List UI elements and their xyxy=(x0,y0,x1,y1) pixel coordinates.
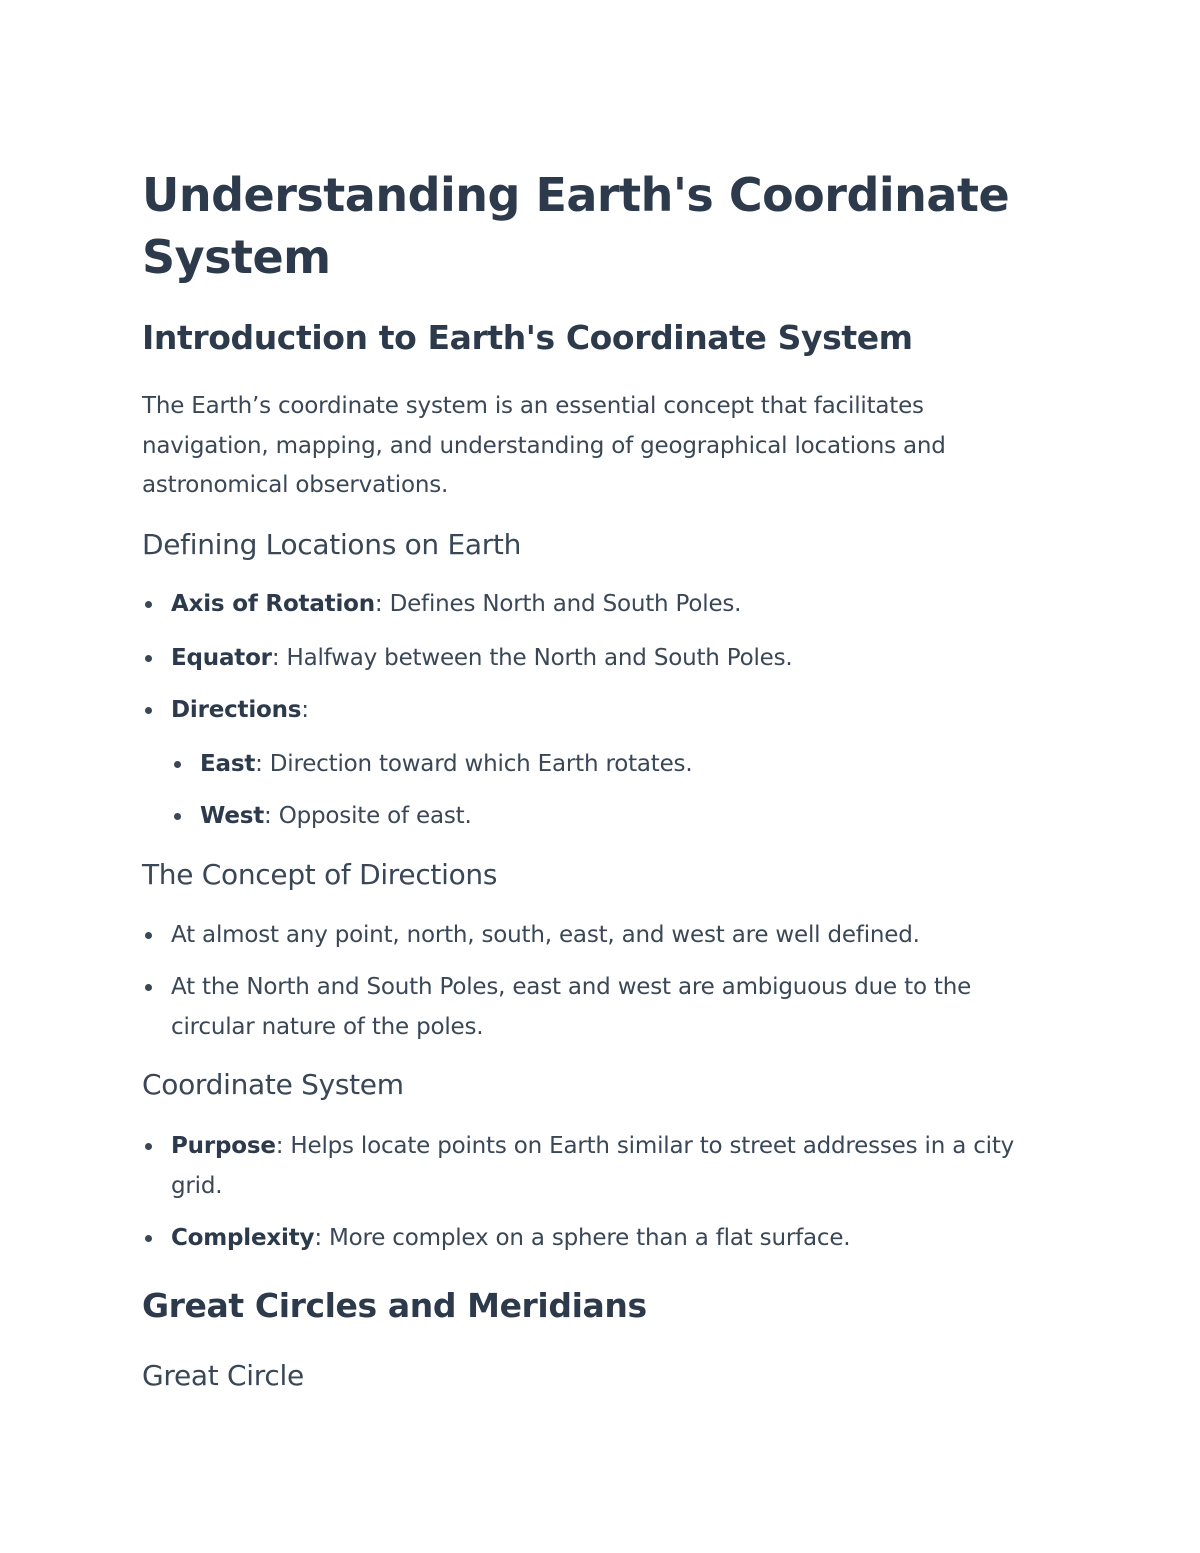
list-item-text: At the North and South Poles, east and west are ambiguous due to the circular nature of the poles. xyxy=(171,974,972,1040)
subheading-coordinate-system: Coordinate System xyxy=(142,1068,404,1101)
list-item-text: At almost any point, north, south, east, and west are well defined. xyxy=(171,922,920,948)
bullet-icon xyxy=(145,932,152,939)
list-item-text: : Opposite of east. xyxy=(264,803,472,829)
list-item-complexity xyxy=(171,1218,1041,1258)
subheading-great-circle: Great Circle xyxy=(142,1359,304,1392)
list-item-text: : Defines North and South Poles. xyxy=(374,591,742,617)
list-item-axis-of-rotation xyxy=(171,584,1041,624)
subheading-concept-of-directions: The Concept of Directions xyxy=(142,858,498,891)
list-item-text: : More complex on a sphere than a flat surface. xyxy=(314,1225,851,1251)
bullet-icon xyxy=(145,707,152,714)
list-item-term: Purpose xyxy=(171,1133,276,1159)
list-subitem-west xyxy=(200,796,1040,836)
intro-paragraph: The Earth’s coordinate system is an essential concept that facilitates navigation, mapping, and understanding of geographical locations and astronomical observations. xyxy=(142,393,946,498)
list-item-text: : Halfway between the North and South Poles. xyxy=(271,645,793,671)
bullet-icon xyxy=(145,1235,152,1242)
list-item-term: Complexity xyxy=(171,1225,315,1251)
list-item-term: Axis of Rotation xyxy=(171,591,375,617)
list-item-text: : Direction toward which Earth rotates. xyxy=(255,751,693,777)
section-heading-introduction: Introduction to Earth's Coordinate System xyxy=(142,318,913,357)
list-subitem-east xyxy=(200,744,1040,784)
list-item-term: Directions xyxy=(171,697,302,723)
bullet-icon xyxy=(145,601,152,608)
bullet-icon xyxy=(145,984,152,991)
section-heading-great-circles: Great Circles and Meridians xyxy=(142,1286,647,1325)
document-title: Understanding Earth's Coordinate System xyxy=(142,168,1010,284)
bullet-icon xyxy=(145,1143,152,1150)
list-item-directions xyxy=(171,690,1041,730)
list-item-purpose xyxy=(171,1126,1041,1206)
list-item-equator xyxy=(171,638,1041,678)
list-item-text: : xyxy=(301,697,309,723)
list-item-term: Equator xyxy=(171,645,272,671)
list-item-text: : Helps locate points on Earth similar to street addresses in a city grid. xyxy=(171,1133,1015,1199)
list-item-well-defined xyxy=(171,915,1041,955)
subheading-defining-locations: Defining Locations on Earth xyxy=(142,528,522,561)
list-item-poles-ambiguous xyxy=(171,967,1041,1047)
list-item-term: East xyxy=(200,751,256,777)
bullet-icon xyxy=(145,655,152,662)
list-item-term: West xyxy=(200,803,265,829)
bullet-icon xyxy=(174,761,181,768)
bullet-icon xyxy=(174,813,181,820)
